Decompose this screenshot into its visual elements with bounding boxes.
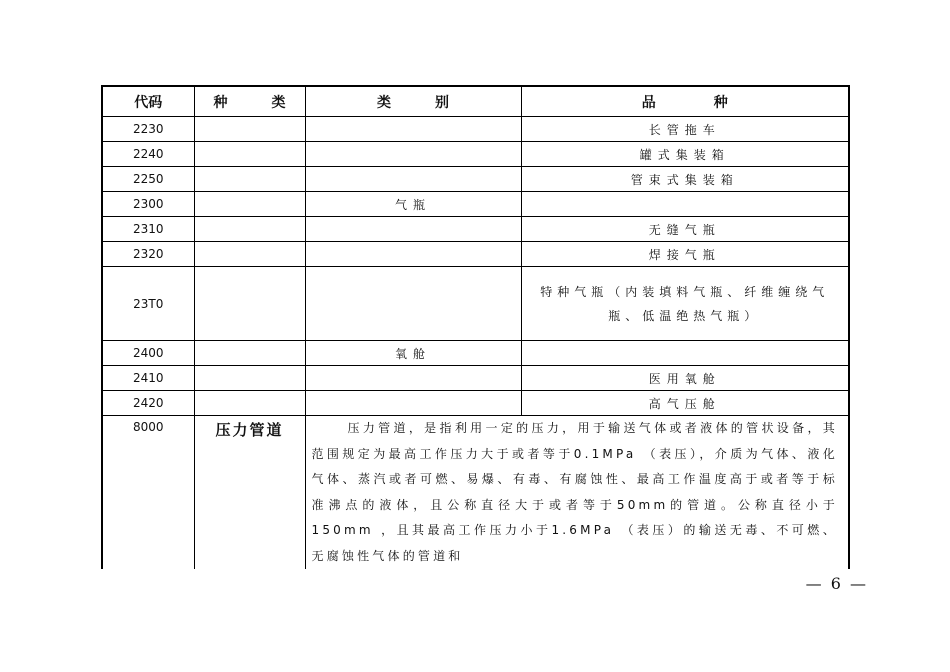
cell-variety [521, 192, 849, 217]
cell-variety: 罐式集装箱 [521, 142, 849, 167]
table-row [102, 192, 849, 217]
cell-kind: 压力管道 [194, 416, 305, 570]
page-number: — 6 — [805, 574, 868, 593]
cell-kind [194, 366, 305, 391]
cell-description [305, 416, 849, 570]
cell-category [305, 267, 521, 341]
cell-code: 2320 [102, 242, 194, 267]
cell-category [305, 242, 521, 267]
cell-variety: 高气压舱 [521, 391, 849, 416]
cell-variety: 医用氧舱 [521, 366, 849, 391]
cell-kind [194, 117, 305, 142]
header-variety: 品 种 [521, 86, 849, 117]
cell-kind [194, 391, 305, 416]
cell-code: 2310 [102, 217, 194, 242]
cell-kind [194, 142, 305, 167]
cell-category [305, 142, 521, 167]
header-kind: 种 类 [194, 86, 305, 117]
table-row [102, 167, 849, 192]
table-row [102, 217, 849, 242]
cell-kind [194, 341, 305, 366]
cell-code: 2230 [102, 117, 194, 142]
table-row [102, 366, 849, 391]
table-row [102, 267, 849, 341]
table-row [102, 142, 849, 167]
cell-category [305, 391, 521, 416]
table-row [102, 117, 849, 142]
cell-variety: 焊接气瓶 [521, 242, 849, 267]
cell-kind [194, 192, 305, 217]
table-row [102, 391, 849, 416]
cell-kind [194, 267, 305, 341]
cell-code: 23T0 [102, 267, 194, 341]
cell-variety: 无缝气瓶 [521, 217, 849, 242]
cell-kind [194, 167, 305, 192]
cell-code: 2400 [102, 341, 194, 366]
cell-kind [194, 242, 305, 267]
cell-code: 2240 [102, 142, 194, 167]
header-code: 代码 [102, 86, 194, 117]
table-row [102, 341, 849, 366]
cell-category: 气瓶 [305, 192, 521, 217]
cell-category: 氧舱 [305, 341, 521, 366]
description-text: 压力管道，是指利用一定的压力，用于输送气体或者液体的管状设备，其范围规定为最高工作压力大于或者等于0.1MPa （表压），介质为气体、液化气体、蒸汽或者可燃、易爆、有毒、有腐蚀性、最高工作温度高于或者等于标准沸点的液体，且公称直径大于或者等于50mm的管道。公称直径小于150mm ，且其最高工作压力小于1.6MPa （表压）的输送无毒、不可燃、无腐蚀性气体的管道和 [311, 421, 838, 563]
cell-category [305, 167, 521, 192]
table-row [102, 242, 849, 267]
cell-variety: 长管拖车 [521, 117, 849, 142]
cell-code: 2420 [102, 391, 194, 416]
cell-variety [521, 341, 849, 366]
cell-category [305, 217, 521, 242]
cell-category [305, 366, 521, 391]
cell-category [305, 117, 521, 142]
cell-kind [194, 217, 305, 242]
table-row-pressure-pipeline [102, 416, 849, 570]
cell-code: 2250 [102, 167, 194, 192]
cell-variety: 管束式集装箱 [521, 167, 849, 192]
header-category: 类 别 [305, 86, 521, 117]
table-header-row [102, 86, 849, 117]
cell-variety: 特种气瓶（内装填料气瓶、纤维缠绕气瓶、低温绝热气瓶） [521, 267, 849, 341]
cell-code: 8000 [102, 416, 194, 570]
equipment-catalog-table [101, 85, 850, 569]
cell-code: 2300 [102, 192, 194, 217]
cell-code: 2410 [102, 366, 194, 391]
